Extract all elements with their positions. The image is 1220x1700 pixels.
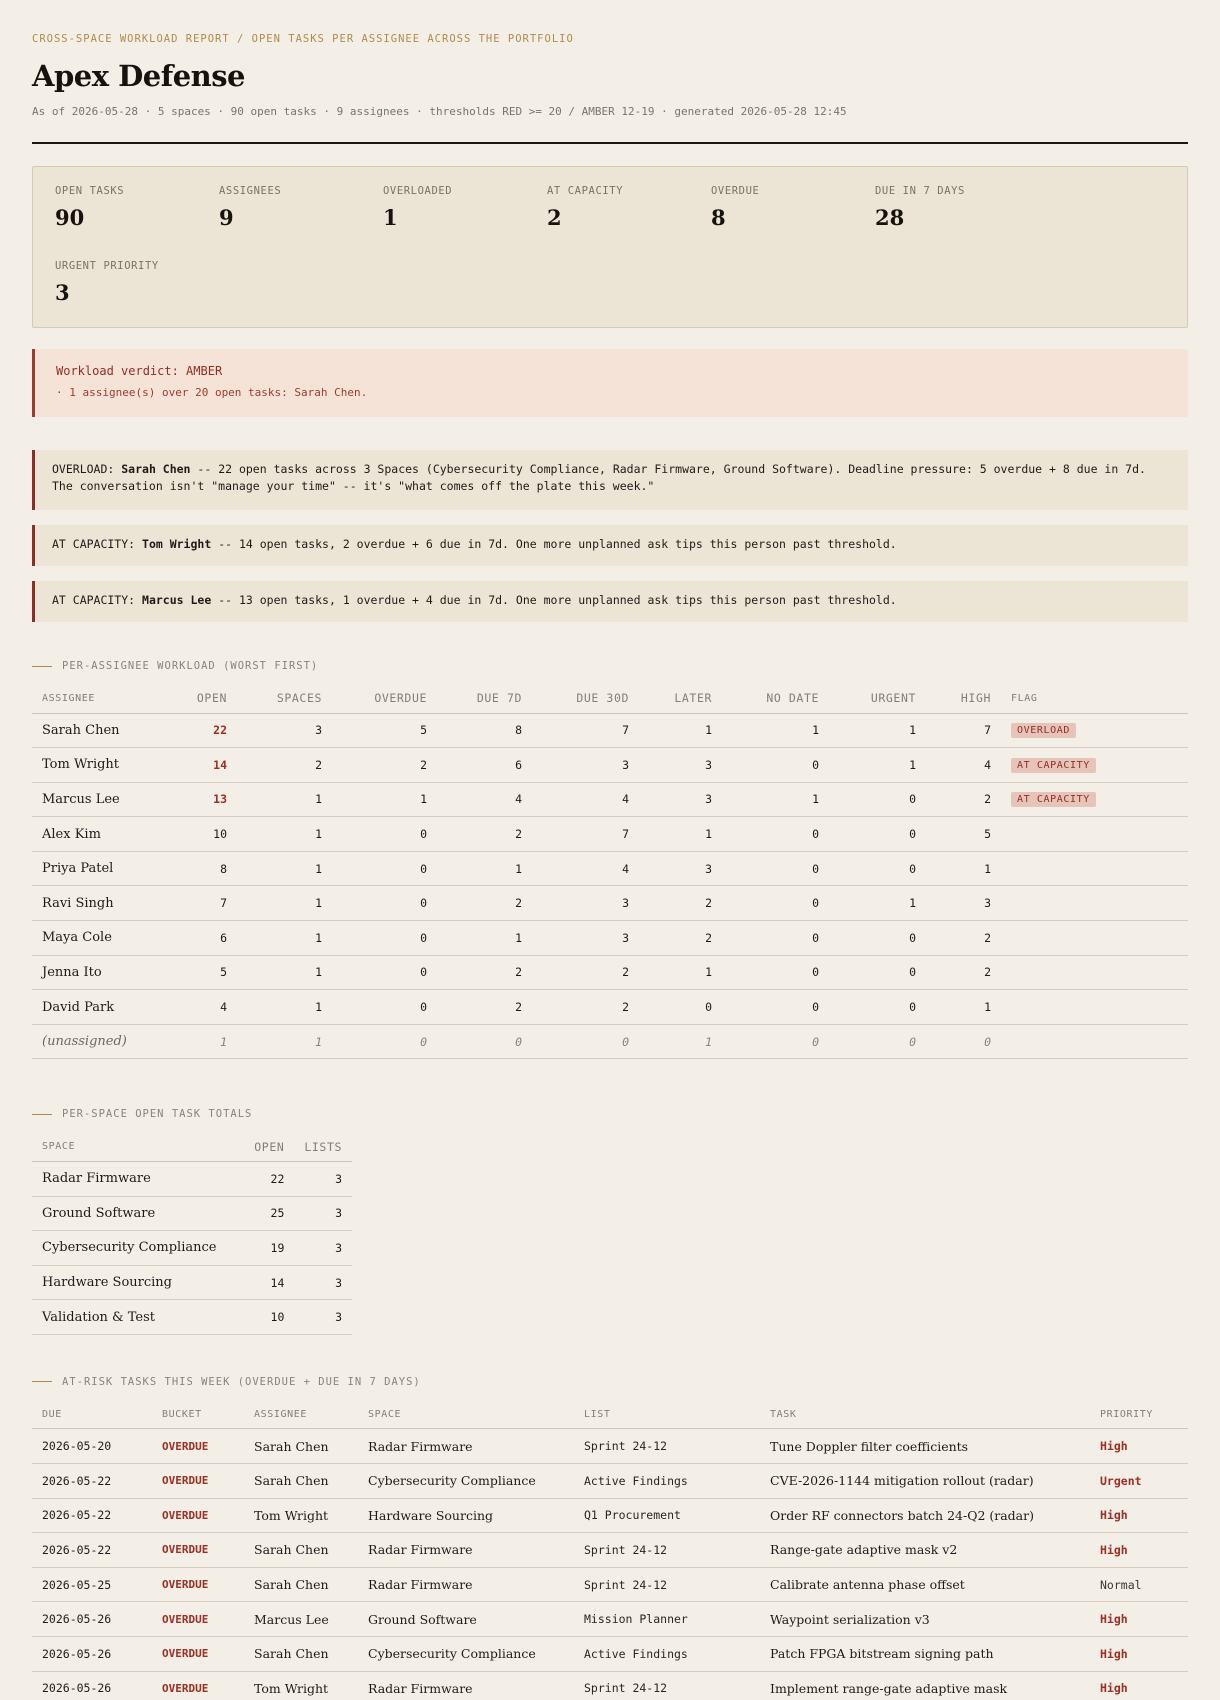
cell-due7: 2 — [437, 886, 532, 921]
cell-due7: 1 — [437, 851, 532, 886]
stat-value: 1 — [383, 205, 398, 230]
cell-open: 22 — [177, 713, 237, 748]
cell-open: 8 — [177, 851, 237, 886]
priority-label: High — [1090, 1498, 1188, 1533]
cell-overdue: 0 — [332, 1024, 437, 1059]
table-row[interactable] — [32, 782, 1188, 817]
cell-urgent: 1 — [829, 748, 926, 783]
alert-text: -- 22 open tasks across 3 Spaces (Cybersecurity Compliance, Radar Firmware, Ground Software). Deadline pressure: 5 overdue + 8 due in 7d. The conversation isn't "manage your time" -- it's "what comes off the plate this week." — [52, 462, 1146, 493]
table-header-row — [32, 1400, 1188, 1429]
cell-later: 0 — [639, 990, 722, 1025]
assignee-table — [32, 684, 1188, 1059]
cell-due30: 7 — [532, 817, 639, 852]
assignee-table-body — [32, 713, 1188, 1059]
status-badge: OVERLOAD — [1011, 723, 1076, 738]
cell-open: 7 — [177, 886, 237, 921]
cell-lists: 3 — [294, 1161, 352, 1196]
cell-overdue: 0 — [332, 817, 437, 852]
due-date: 2026-05-26 — [32, 1671, 152, 1700]
cell-spaces: 1 — [237, 886, 332, 921]
flag-cell — [1001, 782, 1188, 817]
table-row[interactable] — [32, 1498, 1188, 1533]
table-row[interactable] — [32, 1429, 1188, 1464]
risk-section-title — [32, 1376, 1188, 1388]
flag-cell — [1001, 990, 1188, 1025]
space-section-title — [32, 1108, 1188, 1120]
column-header[interactable]: TASK — [760, 1400, 1090, 1429]
cell-urgent: 0 — [829, 990, 926, 1025]
space-name: Ground Software — [358, 1602, 574, 1637]
cell-open: 22 — [244, 1161, 294, 1196]
stat-assignees — [219, 185, 379, 230]
bucket-label: OVERDUE — [152, 1498, 244, 1533]
column-header[interactable]: OPEN — [177, 684, 237, 713]
table-row[interactable] — [32, 1464, 1188, 1499]
assignee-name: (unassigned) — [32, 1024, 177, 1059]
table-row[interactable] — [32, 990, 1188, 1025]
cell-overdue: 0 — [332, 851, 437, 886]
cell-due30: 2 — [532, 955, 639, 990]
bucket-label: OVERDUE — [152, 1429, 244, 1464]
cell-open: 10 — [177, 817, 237, 852]
cell-open: 25 — [244, 1196, 294, 1231]
cell-overdue: 1 — [332, 782, 437, 817]
stat-overdue — [711, 185, 871, 230]
due-date: 2026-05-20 — [32, 1429, 152, 1464]
alert-prefix: OVERLOAD: — [52, 462, 122, 476]
cell-urgent: 0 — [829, 851, 926, 886]
task-name[interactable]: Implement range-gate adaptive mask — [760, 1671, 1090, 1700]
list-name: Active Findings — [574, 1636, 760, 1671]
assignee-name: Marcus Lee — [244, 1602, 358, 1637]
cell-high: 2 — [926, 955, 1001, 990]
alert-assignee: Sarah Chen — [121, 462, 191, 476]
stat-label: OPEN TASKS — [55, 185, 125, 197]
cell-later: 2 — [639, 921, 722, 956]
cell-urgent: 0 — [829, 1024, 926, 1059]
risk-table-body — [32, 1429, 1188, 1700]
cell-later: 1 — [639, 817, 722, 852]
assignee-section-title — [32, 660, 1188, 672]
alert-text: -- 13 open tasks, 1 overdue + 4 due in 7d. One more unplanned ask tips this person past threshold. — [211, 593, 897, 607]
cell-due7: 1 — [437, 921, 532, 956]
cell-overdue: 0 — [332, 955, 437, 990]
column-header[interactable]: NO DATE — [722, 684, 829, 713]
bucket-label: OVERDUE — [152, 1602, 244, 1637]
priority-label: High — [1090, 1602, 1188, 1637]
cell-urgent: 1 — [829, 886, 926, 921]
list-name: Q1 Procurement — [574, 1498, 760, 1533]
cell-due30: 4 — [532, 851, 639, 886]
due-date: 2026-05-26 — [32, 1602, 152, 1637]
stat-label: OVERDUE — [711, 185, 760, 197]
flag-cell — [1001, 817, 1188, 852]
section-dash — [32, 666, 52, 667]
cell-due30: 2 — [532, 990, 639, 1025]
due-date: 2026-05-25 — [32, 1567, 152, 1602]
table-row[interactable] — [32, 1300, 352, 1335]
assignee-name: Tom Wright — [244, 1671, 358, 1700]
cell-lists: 3 — [294, 1231, 352, 1266]
priority-label: Urgent — [1090, 1464, 1188, 1499]
cell-spaces: 1 — [237, 990, 332, 1025]
assignee-name: Tom Wright — [32, 748, 177, 783]
page-title: Apex Defense — [32, 59, 246, 93]
stat-value: 90 — [55, 205, 85, 230]
due-date: 2026-05-22 — [32, 1498, 152, 1533]
report-subtitle: As of 2026-05-28 · 5 spaces · 90 open tasks · 9 assignees · thresholds RED >= 20 / AMBER 12-19 · generated 2026-05-28 12:45 — [32, 105, 847, 118]
task-name[interactable]: Range-gate adaptive mask v2 — [760, 1533, 1090, 1568]
column-header[interactable]: ASSIGNEE — [32, 684, 177, 713]
report-page — [32, 0, 1188, 1700]
cell-nodate: 1 — [722, 713, 829, 748]
space-name: Cybersecurity Compliance — [358, 1464, 574, 1499]
cell-spaces: 2 — [237, 748, 332, 783]
stats-panel — [32, 166, 1188, 328]
table-row[interactable] — [32, 1196, 352, 1231]
column-header[interactable]: ASSIGNEE — [244, 1400, 358, 1429]
cell-due7: 4 — [437, 782, 532, 817]
flag-cell — [1001, 886, 1188, 921]
space-name: Hardware Sourcing — [32, 1265, 244, 1300]
stat-open-tasks — [55, 185, 215, 230]
alert-text: -- 14 open tasks, 2 overdue + 6 due in 7d. One more unplanned ask tips this person past threshold. — [211, 537, 897, 551]
stat-label: AT CAPACITY — [547, 185, 624, 197]
due-date: 2026-05-26 — [32, 1636, 152, 1671]
report-kicker: CROSS-SPACE WORKLOAD REPORT / OPEN TASKS PER ASSIGNEE ACROSS THE PORTFOLIO — [32, 33, 574, 45]
section-title-text: PER-SPACE OPEN TASK TOTALS — [62, 1108, 253, 1121]
cell-high: 0 — [926, 1024, 1001, 1059]
priority-label: High — [1090, 1671, 1188, 1700]
cell-urgent: 0 — [829, 955, 926, 990]
section-title-text: AT-RISK TASKS THIS WEEK (OVERDUE + DUE IN 7 DAYS) — [62, 1375, 421, 1388]
assignee-name: Marcus Lee — [32, 782, 177, 817]
table-row[interactable] — [32, 1533, 1188, 1568]
cell-later: 1 — [639, 713, 722, 748]
cell-lists: 3 — [294, 1196, 352, 1231]
cell-open: 6 — [177, 921, 237, 956]
table-row[interactable] — [32, 1024, 1188, 1059]
cell-high: 2 — [926, 782, 1001, 817]
column-header[interactable]: URGENT — [829, 684, 926, 713]
cell-later: 3 — [639, 748, 722, 783]
priority-label: High — [1090, 1636, 1188, 1671]
column-header[interactable]: FLAG — [1001, 684, 1188, 713]
cell-open: 5 — [177, 955, 237, 990]
stat-label: URGENT PRIORITY — [55, 260, 159, 272]
alert-prefix: AT CAPACITY: — [52, 537, 143, 551]
cell-due30: 0 — [532, 1024, 639, 1059]
list-name: Sprint 24-12 — [574, 1671, 760, 1700]
cell-due7: 2 — [437, 990, 532, 1025]
assignee-name: Priya Patel — [32, 851, 177, 886]
flag-cell — [1001, 851, 1188, 886]
task-name[interactable]: Patch FPGA bitstream signing path — [760, 1636, 1090, 1671]
cell-later: 3 — [639, 782, 722, 817]
space-name: Radar Firmware — [358, 1567, 574, 1602]
cell-nodate: 0 — [722, 921, 829, 956]
flag-cell — [1001, 748, 1188, 783]
list-name: Mission Planner — [574, 1602, 760, 1637]
cell-nodate: 0 — [722, 990, 829, 1025]
column-header[interactable]: LISTS — [294, 1132, 352, 1161]
task-name[interactable]: Tune Doppler filter coefficients — [760, 1429, 1090, 1464]
cell-high: 4 — [926, 748, 1001, 783]
column-header[interactable]: SPACES — [237, 684, 332, 713]
stat-value: 2 — [547, 205, 562, 230]
cell-overdue: 0 — [332, 886, 437, 921]
cell-due30: 3 — [532, 886, 639, 921]
table-row[interactable] — [32, 921, 1188, 956]
table-row[interactable] — [32, 1161, 352, 1196]
cell-high: 7 — [926, 713, 1001, 748]
cell-nodate: 0 — [722, 817, 829, 852]
list-name: Sprint 24-12 — [574, 1533, 760, 1568]
assignee-name: Alex Kim — [32, 817, 177, 852]
table-row[interactable] — [32, 1671, 1188, 1700]
cell-nodate: 0 — [722, 1024, 829, 1059]
column-header[interactable]: SPACE — [32, 1132, 244, 1161]
cell-urgent: 1 — [829, 713, 926, 748]
due-date: 2026-05-22 — [32, 1533, 152, 1568]
cell-due7: 0 — [437, 1024, 532, 1059]
cell-lists: 3 — [294, 1265, 352, 1300]
assignee-name: David Park — [32, 990, 177, 1025]
cell-due30: 7 — [532, 713, 639, 748]
section-dash — [32, 1381, 52, 1382]
cell-later: 1 — [639, 1024, 722, 1059]
column-header[interactable]: SPACE — [358, 1400, 574, 1429]
assignee-name: Sarah Chen — [32, 713, 177, 748]
task-name[interactable]: Order RF connectors batch 24-Q2 (radar) — [760, 1498, 1090, 1533]
table-row[interactable] — [32, 748, 1188, 783]
alert-overload — [32, 450, 1188, 510]
cell-high: 5 — [926, 817, 1001, 852]
space-name: Radar Firmware — [358, 1429, 574, 1464]
cell-spaces: 1 — [237, 955, 332, 990]
status-badge: AT CAPACITY — [1011, 792, 1096, 807]
cell-overdue: 5 — [332, 713, 437, 748]
due-date: 2026-05-22 — [32, 1464, 152, 1499]
cell-nodate: 0 — [722, 955, 829, 990]
task-name[interactable]: Calibrate antenna phase offset — [760, 1567, 1090, 1602]
cell-later: 1 — [639, 955, 722, 990]
cell-spaces: 1 — [237, 1024, 332, 1059]
table-row[interactable] — [32, 851, 1188, 886]
table-row[interactable] — [32, 955, 1188, 990]
stat-label: ASSIGNEES — [219, 185, 282, 197]
cell-due7: 2 — [437, 955, 532, 990]
space-table — [32, 1132, 352, 1334]
cell-nodate: 0 — [722, 851, 829, 886]
table-row[interactable] — [32, 1602, 1188, 1637]
priority-label: Normal — [1090, 1567, 1188, 1602]
stat-label: DUE IN 7 DAYS — [875, 185, 965, 197]
stat-value: 3 — [55, 280, 70, 305]
table-header-row — [32, 1132, 352, 1161]
cell-high: 1 — [926, 851, 1001, 886]
stat-overloaded — [383, 185, 543, 230]
table-header-row — [32, 684, 1188, 713]
table-row[interactable] — [32, 713, 1188, 748]
space-name: Cybersecurity Compliance — [32, 1231, 244, 1266]
cell-overdue: 0 — [332, 990, 437, 1025]
assignee-name: Sarah Chen — [244, 1567, 358, 1602]
cell-urgent: 0 — [829, 817, 926, 852]
cell-due30: 3 — [532, 921, 639, 956]
assignee-name: Sarah Chen — [244, 1636, 358, 1671]
column-header[interactable]: PRIORITY — [1090, 1400, 1188, 1429]
alert-prefix: AT CAPACITY: — [52, 593, 143, 607]
column-header[interactable]: DUE — [32, 1400, 152, 1429]
assignee-name: Sarah Chen — [244, 1533, 358, 1568]
list-name: Sprint 24-12 — [574, 1567, 760, 1602]
table-row[interactable] — [32, 817, 1188, 852]
cell-overdue: 2 — [332, 748, 437, 783]
space-name: Radar Firmware — [358, 1671, 574, 1700]
list-name: Active Findings — [574, 1464, 760, 1499]
cell-high: 3 — [926, 886, 1001, 921]
cell-overdue: 0 — [332, 921, 437, 956]
stat-due-7-days — [875, 185, 1035, 230]
space-name: Radar Firmware — [358, 1533, 574, 1568]
space-name: Radar Firmware — [32, 1161, 244, 1196]
cell-nodate: 1 — [722, 782, 829, 817]
verdict-title: Workload verdict: AMBER — [56, 364, 223, 378]
assignee-name: Tom Wright — [244, 1498, 358, 1533]
cell-urgent: 0 — [829, 921, 926, 956]
cell-lists: 3 — [294, 1300, 352, 1335]
workload-verdict — [32, 349, 1188, 417]
space-name: Hardware Sourcing — [358, 1498, 574, 1533]
cell-open: 19 — [244, 1231, 294, 1266]
cell-urgent: 0 — [829, 782, 926, 817]
stat-value: 8 — [711, 205, 726, 230]
column-header[interactable]: HIGH — [926, 684, 1001, 713]
alert-assignee: Marcus Lee — [142, 593, 212, 607]
status-badge: AT CAPACITY — [1011, 758, 1096, 773]
cell-spaces: 1 — [237, 851, 332, 886]
table-row[interactable] — [32, 1231, 352, 1266]
verdict-item: · 1 assignee(s) over 20 open tasks: Sarah Chen. — [56, 386, 368, 399]
assignee-name: Ravi Singh — [32, 886, 177, 921]
column-header[interactable]: LATER — [639, 684, 722, 713]
bucket-label: OVERDUE — [152, 1533, 244, 1568]
space-name: Validation & Test — [32, 1300, 244, 1335]
stat-value: 9 — [219, 205, 234, 230]
flag-cell — [1001, 713, 1188, 748]
cell-spaces: 1 — [237, 921, 332, 956]
column-header[interactable]: DUE 7D — [437, 684, 532, 713]
list-name: Sprint 24-12 — [574, 1429, 760, 1464]
cell-open: 13 — [177, 782, 237, 817]
space-name: Ground Software — [32, 1196, 244, 1231]
flag-cell — [1001, 1024, 1188, 1059]
stat-at-capacity — [547, 185, 707, 230]
cell-open: 14 — [177, 748, 237, 783]
task-name[interactable]: CVE-2026-1144 mitigation rollout (radar) — [760, 1464, 1090, 1499]
cell-open: 4 — [177, 990, 237, 1025]
column-header[interactable]: DUE 30D — [532, 684, 639, 713]
cell-due30: 3 — [532, 748, 639, 783]
task-name[interactable]: Waypoint serialization v3 — [760, 1602, 1090, 1637]
priority-label: High — [1090, 1429, 1188, 1464]
bucket-label: OVERDUE — [152, 1567, 244, 1602]
assignee-name: Sarah Chen — [244, 1429, 358, 1464]
stat-urgent-priority — [55, 260, 215, 305]
space-table-body — [32, 1161, 352, 1334]
table-row[interactable] — [32, 1567, 1188, 1602]
cell-due7: 6 — [437, 748, 532, 783]
table-row[interactable] — [32, 1636, 1188, 1671]
cell-spaces: 3 — [237, 713, 332, 748]
cell-high: 1 — [926, 990, 1001, 1025]
alert-at-capacity — [32, 581, 1188, 622]
cell-spaces: 1 — [237, 817, 332, 852]
risk-table — [32, 1400, 1188, 1700]
column-header[interactable]: OVERDUE — [332, 684, 437, 713]
bucket-label: OVERDUE — [152, 1671, 244, 1700]
column-header[interactable]: BUCKET — [152, 1400, 244, 1429]
priority-label: High — [1090, 1533, 1188, 1568]
assignee-name: Maya Cole — [32, 921, 177, 956]
alert-assignee: Tom Wright — [142, 537, 212, 551]
column-header[interactable]: OPEN — [244, 1132, 294, 1161]
cell-spaces: 1 — [237, 782, 332, 817]
alert-at-capacity — [32, 525, 1188, 566]
cell-high: 2 — [926, 921, 1001, 956]
stat-value: 28 — [875, 205, 905, 230]
section-title-text: PER-ASSIGNEE WORKLOAD (WORST FIRST) — [62, 660, 319, 672]
header-rule — [32, 142, 1188, 144]
stat-label: OVERLOADED — [383, 185, 453, 197]
table-row[interactable] — [32, 1265, 352, 1300]
assignee-name: Jenna Ito — [32, 955, 177, 990]
cell-due7: 2 — [437, 817, 532, 852]
table-row[interactable] — [32, 886, 1188, 921]
column-header[interactable]: LIST — [574, 1400, 760, 1429]
flag-cell — [1001, 921, 1188, 956]
bucket-label: OVERDUE — [152, 1464, 244, 1499]
cell-due7: 8 — [437, 713, 532, 748]
flag-cell — [1001, 955, 1188, 990]
cell-later: 2 — [639, 886, 722, 921]
section-dash — [32, 1114, 52, 1115]
cell-open: 10 — [244, 1300, 294, 1335]
assignee-name: Sarah Chen — [244, 1464, 358, 1499]
cell-due30: 4 — [532, 782, 639, 817]
cell-nodate: 0 — [722, 886, 829, 921]
cell-open: 14 — [244, 1265, 294, 1300]
space-name: Cybersecurity Compliance — [358, 1636, 574, 1671]
cell-later: 3 — [639, 851, 722, 886]
cell-nodate: 0 — [722, 748, 829, 783]
cell-open: 1 — [177, 1024, 237, 1059]
bucket-label: OVERDUE — [152, 1636, 244, 1671]
